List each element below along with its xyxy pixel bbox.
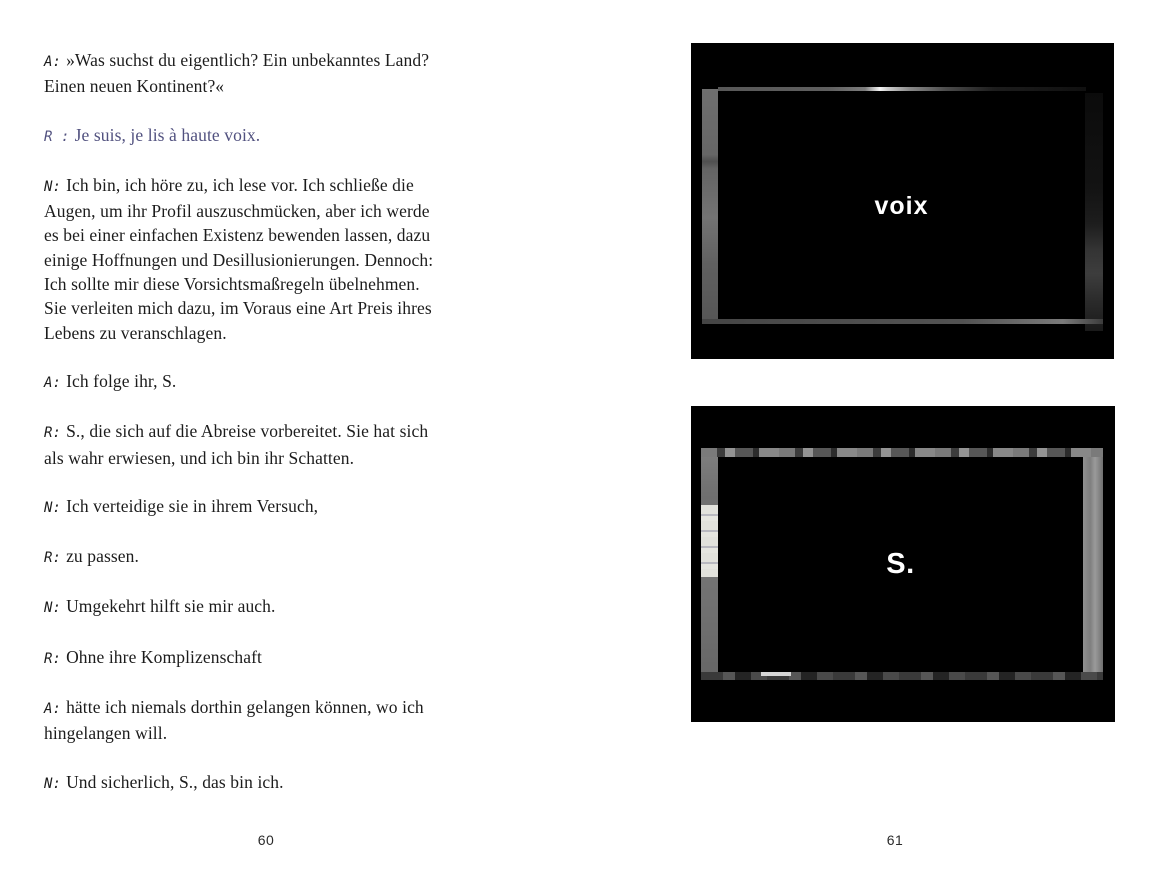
projection-screen bbox=[718, 457, 1083, 672]
screen-reflection bbox=[1085, 93, 1103, 331]
dialogue-line: als wahr erwiesen, und ich bin ihr Schatten. bbox=[44, 447, 355, 468]
dialogue-paragraph bbox=[44, 369, 484, 395]
video-still-voix bbox=[691, 43, 1114, 359]
speaker-label: R: bbox=[44, 425, 62, 442]
dialogue-paragraph bbox=[44, 770, 484, 796]
dialogue-paragraph bbox=[44, 695, 484, 746]
speaker-label: N: bbox=[44, 775, 62, 792]
frame-top-edge bbox=[701, 448, 1103, 457]
speaker-label: A: bbox=[44, 54, 62, 70]
dialogue-line: Lebens zu veranschlagen. bbox=[44, 322, 227, 343]
dialogue-line: Sie verleiten mich dazu, im Voraus eine Art Preis ihres bbox=[44, 298, 432, 319]
dialogue-line: N: Ich bin, ich höre zu, ich lese vor. Ich schließe die bbox=[44, 174, 414, 195]
speaker-label: N: bbox=[44, 178, 62, 195]
speaker-label: A: bbox=[44, 701, 62, 718]
screen-bottom-bezel bbox=[702, 319, 1103, 324]
dialogue-line: A: hätte ich niemals dorthin gelangen können, wo ich bbox=[44, 697, 424, 718]
dialogue-line: Augen, um ihr Profil auszuschmücken, aber ich werde bbox=[44, 201, 430, 222]
screen-edge-strip bbox=[702, 89, 718, 323]
dialogue-column bbox=[44, 48, 484, 820]
speaker-label: N: bbox=[44, 499, 62, 516]
dialogue-paragraph bbox=[44, 494, 484, 520]
frame-right-strip bbox=[1083, 457, 1103, 680]
dialogue-line: Ich sollte mir diese Vorsichtsmaßregeln übelnehmen. bbox=[44, 274, 420, 295]
dialogue-paragraph bbox=[44, 594, 484, 620]
dialogue-line: A: Ich folge ihr, S. bbox=[44, 370, 177, 391]
dialogue-paragraph bbox=[44, 123, 484, 149]
frame-bottom-glint bbox=[761, 672, 791, 676]
speaker-label: R : bbox=[44, 128, 70, 145]
dialogue-paragraph bbox=[44, 544, 484, 570]
dialogue-line: N: Umgekehrt hilft sie mir auch. bbox=[44, 596, 276, 617]
still-caption-s: S. bbox=[886, 548, 915, 580]
dialogue-line: R: Ohne ihre Komplizenschaft bbox=[44, 646, 262, 667]
dialogue-line: N: Ich verteidige sie in ihrem Versuch, bbox=[44, 495, 319, 516]
dialogue-line: es bei einer einfachen Existenz bewenden lassen, dazu bbox=[44, 225, 431, 246]
speaker-label: N: bbox=[44, 600, 62, 617]
speaker-label: R: bbox=[44, 550, 62, 567]
dialogue-paragraph bbox=[44, 645, 484, 671]
dialogue-line: N: Und sicherlich, S., das bin ich. bbox=[44, 771, 284, 792]
projection-screen bbox=[718, 91, 1085, 321]
dialogue-paragraph bbox=[44, 419, 484, 470]
speaker-label: A: bbox=[44, 374, 62, 391]
dialogue-paragraph bbox=[44, 48, 484, 99]
dialogue-line: R: zu passen. bbox=[44, 546, 139, 567]
dialogue-line: einige Hoffnungen und Desillusionierungen. Dennoch: bbox=[44, 249, 434, 270]
page-number-right: 61 bbox=[886, 832, 904, 848]
dialogue-line: R : Je suis, je lis à haute voix. bbox=[44, 124, 261, 145]
still-caption-voix: voix bbox=[874, 191, 929, 220]
dialogue-line: A: »Was suchst du eigentlich? Ein unbekanntes Land? bbox=[44, 50, 430, 70]
dialogue-paragraph bbox=[44, 173, 484, 345]
video-still-s bbox=[691, 406, 1115, 722]
dialogue-line: hingelangen will. bbox=[44, 723, 168, 744]
dialogue-line: Einen neuen Kontinent?« bbox=[44, 76, 225, 97]
paper-note bbox=[701, 505, 718, 577]
dialogue-line: R: S., die sich auf die Abreise vorbereitet. Sie hat sich bbox=[44, 421, 429, 442]
page-number-left: 60 bbox=[257, 832, 275, 848]
speaker-label: R: bbox=[44, 650, 62, 667]
